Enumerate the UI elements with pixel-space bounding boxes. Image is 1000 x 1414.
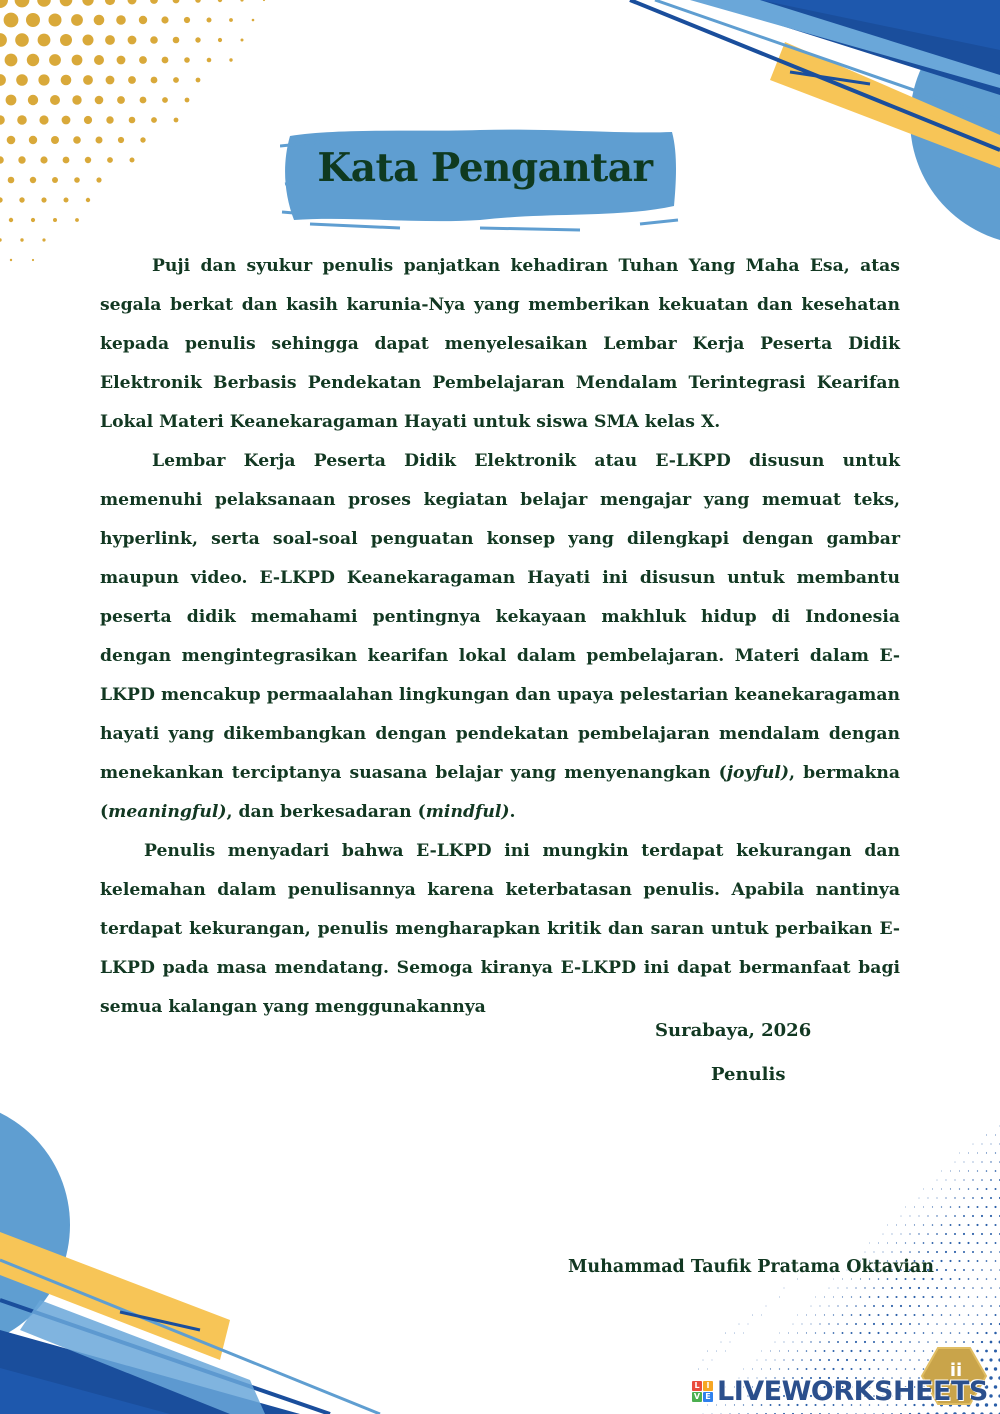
logo-letter-e: E: [703, 1392, 713, 1402]
place-date: Surabaya, 2026: [655, 1020, 812, 1041]
paragraph-3: Penulis menyadari bahwa E-LKPD ini mungkin terdapat kekurangan dan kelemahan dalam penulisannya karena keterbatasan penulis. Apabila nantinya terdapat kekurangan, penulis mengharapkan kritik dan saran untuk perbaikan E-LKPD pada masa mendatang. Semoga kiranya E-LKPD ini dapat bermanfaat bagi semua kalangan yang menggunakannya: [100, 841, 900, 1017]
paragraph-2: [100, 442, 900, 832]
logo-letter-v: V: [693, 1392, 701, 1401]
paragraph-2-mid-2: , dan berkesadaran (: [226, 802, 426, 822]
watermark-text: LIVEWORKSHEETS: [717, 1375, 988, 1407]
liveworksheets-logo-icon: [692, 1381, 713, 1402]
liveworksheets-watermark[interactable]: [692, 1376, 988, 1406]
logo-letter-i: I: [703, 1381, 713, 1391]
emphasis-joyful: joyful): [726, 763, 790, 783]
author-name: Muhammad Taufik Pratama Oktavian: [568, 1257, 934, 1277]
page-number: ii: [949, 1360, 963, 1381]
logo-letter-l: L: [692, 1381, 702, 1391]
gold-halftone-dots: [0, 0, 265, 261]
paragraph-2-end: .: [509, 802, 516, 822]
paragraph-2-mid-1: , bermakna (: [100, 763, 900, 822]
emphasis-meaningful: meaningful): [108, 802, 227, 822]
top-right-stripes: [630, 0, 1000, 245]
paragraph-1: Puji dan syukur penulis panjatkan kehadiran Tuhan Yang Maha Esa, atas segala berkat dan kasih karunia-Nya yang memberikan kekuatan dan kesehatan kepada penulis sehingga dapat menyelesaikan Lembar Kerja Peserta Didik Elektronik Berbasis Pendekatan Pembelajaran Mendalam Terintegrasi Kearifan Lokal Materi Keanekaragaman Hayati untuk siswa SMA kelas X.: [100, 256, 900, 432]
paragraph-2-main: Lembar Kerja Peserta Didik Elektronik atau E-LKPD disusun untuk memenuhi pelaksanaan proses kegiatan belajar mengajar yang memuat teks, hyperlink, serta soal-soal penguatan konsep yang dilengkapi dengan gambar maupun video. E-LKPD Keanekaragaman Hayati ini disusun untuk membantu peserta didik memahami pentingnya kekayaan makhluk hidup di Indonesia dengan mengintegrasikan kearifan lokal dalam pembelajaran. Materi dalam E-LKPD mencakup permaalahan lingkungan dan upaya pelestarian keanekaragaman hayati yang dikembangkan dengan pendekatan pembelajaran mendalam dengan menekankan terciptanya suasana belajar yang menyenangkan (: [100, 451, 900, 783]
emphasis-mindful: mindful): [425, 802, 510, 822]
page-title: Kata Pengantar: [317, 145, 653, 191]
author-role: Penulis: [711, 1064, 786, 1085]
bottom-left-stripes: [0, 1100, 380, 1414]
foreword-body: [100, 247, 900, 1027]
